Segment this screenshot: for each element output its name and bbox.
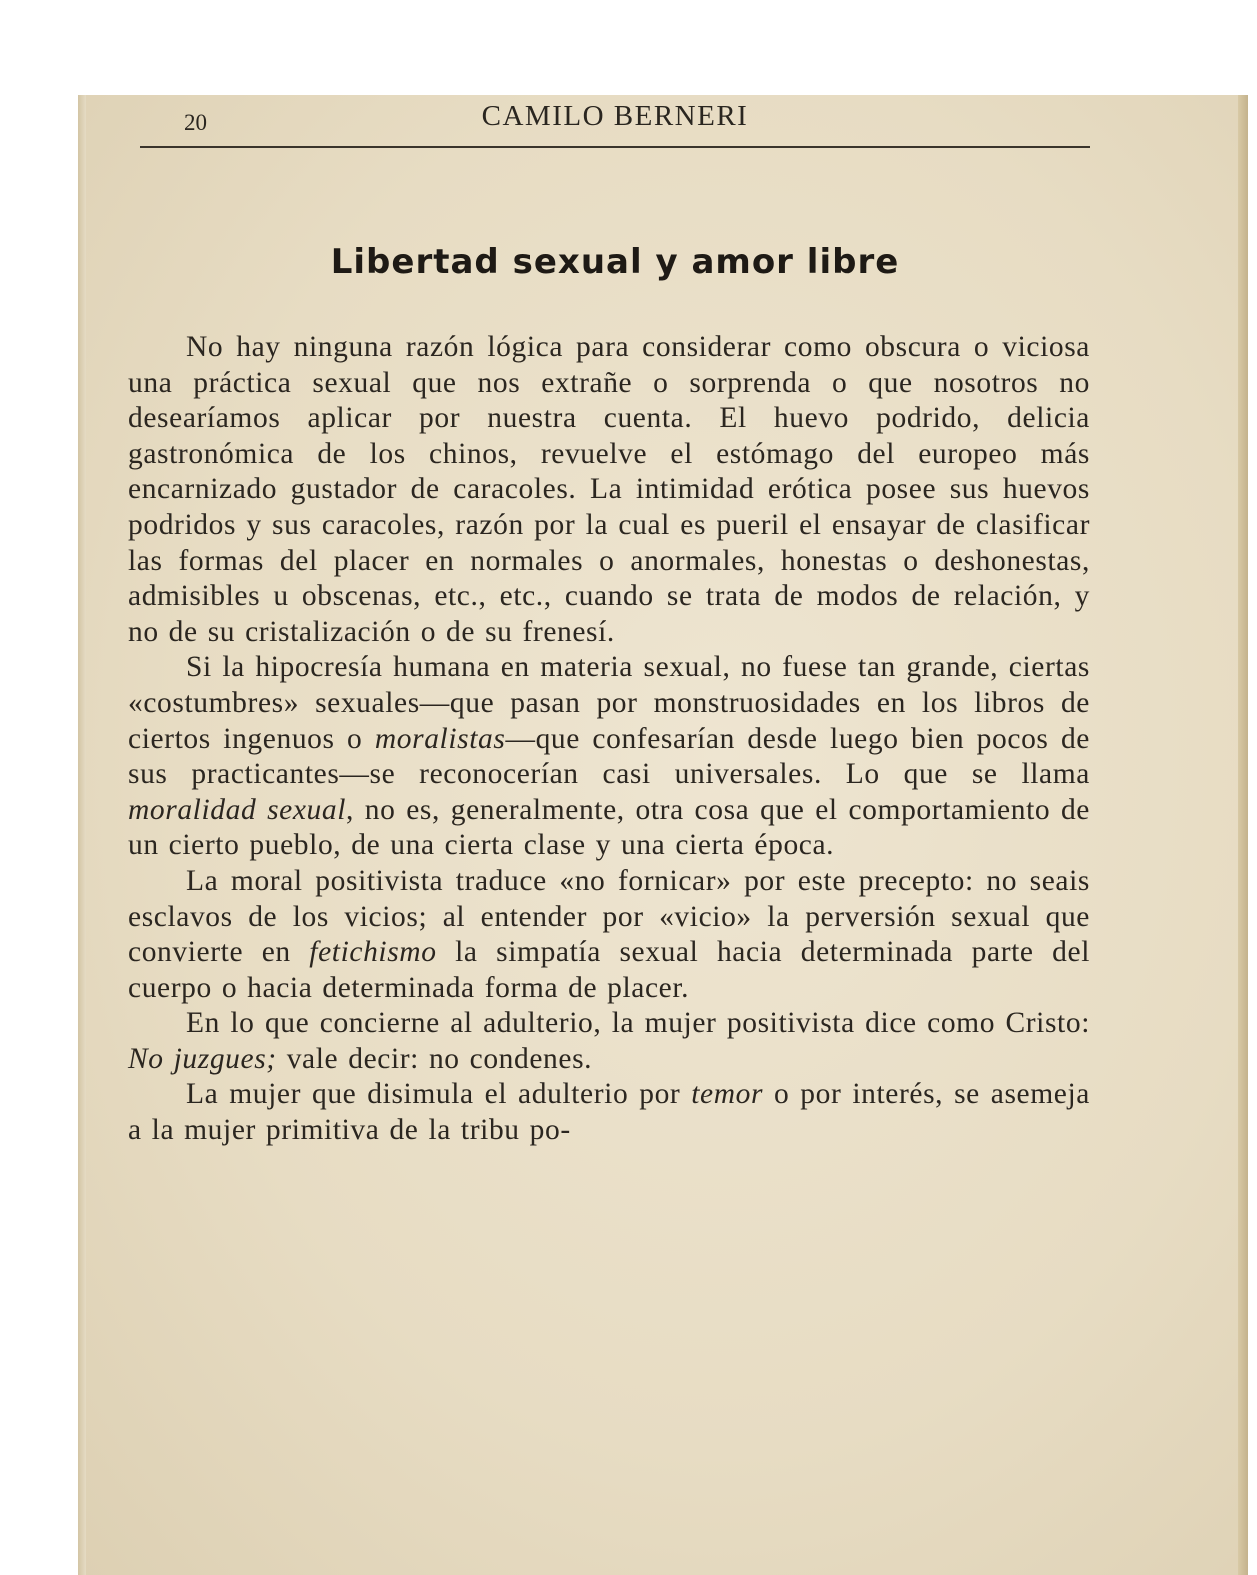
paragraph-2-emphasis-2: moralidad sexual	[128, 793, 347, 826]
paragraph-1-text: No hay ninguna razón lógica para considerar como obscura o viciosa una práctica sexual que nos extrañe o sorprenda o que nosotros no desearíamos aplicar por nuestra cuenta. El huevo podrido, delicia gastronómica de los chinos, revuelve el estómago del europeo más encarnizado gustador de caracoles. La intimidad erótica posee sus huevos podridos y sus caracoles, razón por la cual es pueril el ensayar de clasificar las formas del placer en normales o anormales, honestas o deshonestas, admisibles u obscenas, etc., etc., cuando se trata de modos de relación, y no de su cristalización o de su frenesí.	[128, 331, 1090, 648]
paragraph-1	[128, 330, 1090, 650]
paragraph-3-emphasis-1: fetichismo	[309, 936, 437, 969]
page-left-edge	[78, 95, 86, 1575]
paragraph-2-text-c: , no es, generalmente, otra cosa que el comportamiento de un cierto pueblo, de una cierta clase y una cierta época.	[128, 793, 1091, 862]
paragraph-3	[128, 864, 1090, 1006]
paragraph-5	[128, 1077, 1090, 1148]
paragraph-4	[128, 1006, 1090, 1077]
page-number: 20	[184, 110, 207, 135]
page-header	[140, 95, 1090, 145]
paragraph-4-text-a: En lo que concierne al adulterio, la mujer positivista dice como Cristo:	[186, 1007, 1090, 1040]
chapter-title: Libertad sexual y amor libre	[330, 242, 900, 282]
page-right-edge	[1238, 95, 1248, 1575]
paragraph-2-emphasis-1: moralistas	[374, 722, 506, 755]
paragraph-3-text-b: la simpatía sexual hacia determinada parte del cuerpo o hacia determinada forma de placer.	[128, 936, 1090, 1004]
paragraph-5-text-b: o por interés, se asemeja a la mujer primitiva de la tribu po-	[128, 1078, 1090, 1147]
header-rule	[140, 146, 1090, 148]
running-head: CAMILO BERNERI	[481, 100, 749, 132]
paragraph-2-text-a: Si la hipocresía humana en materia sexual, no fuese tan grande, ciertas «costumbres» sexuales—que pasan por monstruosidades en los libros de ciertos ingenuos o	[128, 651, 1090, 755]
body-text	[128, 330, 1090, 1149]
paragraph-4-emphasis-1: No juzgues;	[128, 1042, 277, 1075]
paragraph-2	[128, 650, 1090, 864]
paragraph-4-text-b: vale decir: no condenes.	[276, 1042, 593, 1075]
paragraph-5-text-a: La mujer que disimula el adulterio por	[186, 1078, 692, 1111]
paragraph-3-text-a: La moral positivista traduce «no fornicar» por este precepto: no seais esclavos de los vicios; al entender por «vicio» la perversión sexual que convierte en	[128, 864, 1090, 969]
paragraph-5-emphasis-1: temor	[691, 1078, 764, 1111]
paragraph-2-text-b: —que confesarían desde luego bien pocos de sus practicantes—se reconocerían casi universales. Lo que se llama	[128, 722, 1090, 791]
